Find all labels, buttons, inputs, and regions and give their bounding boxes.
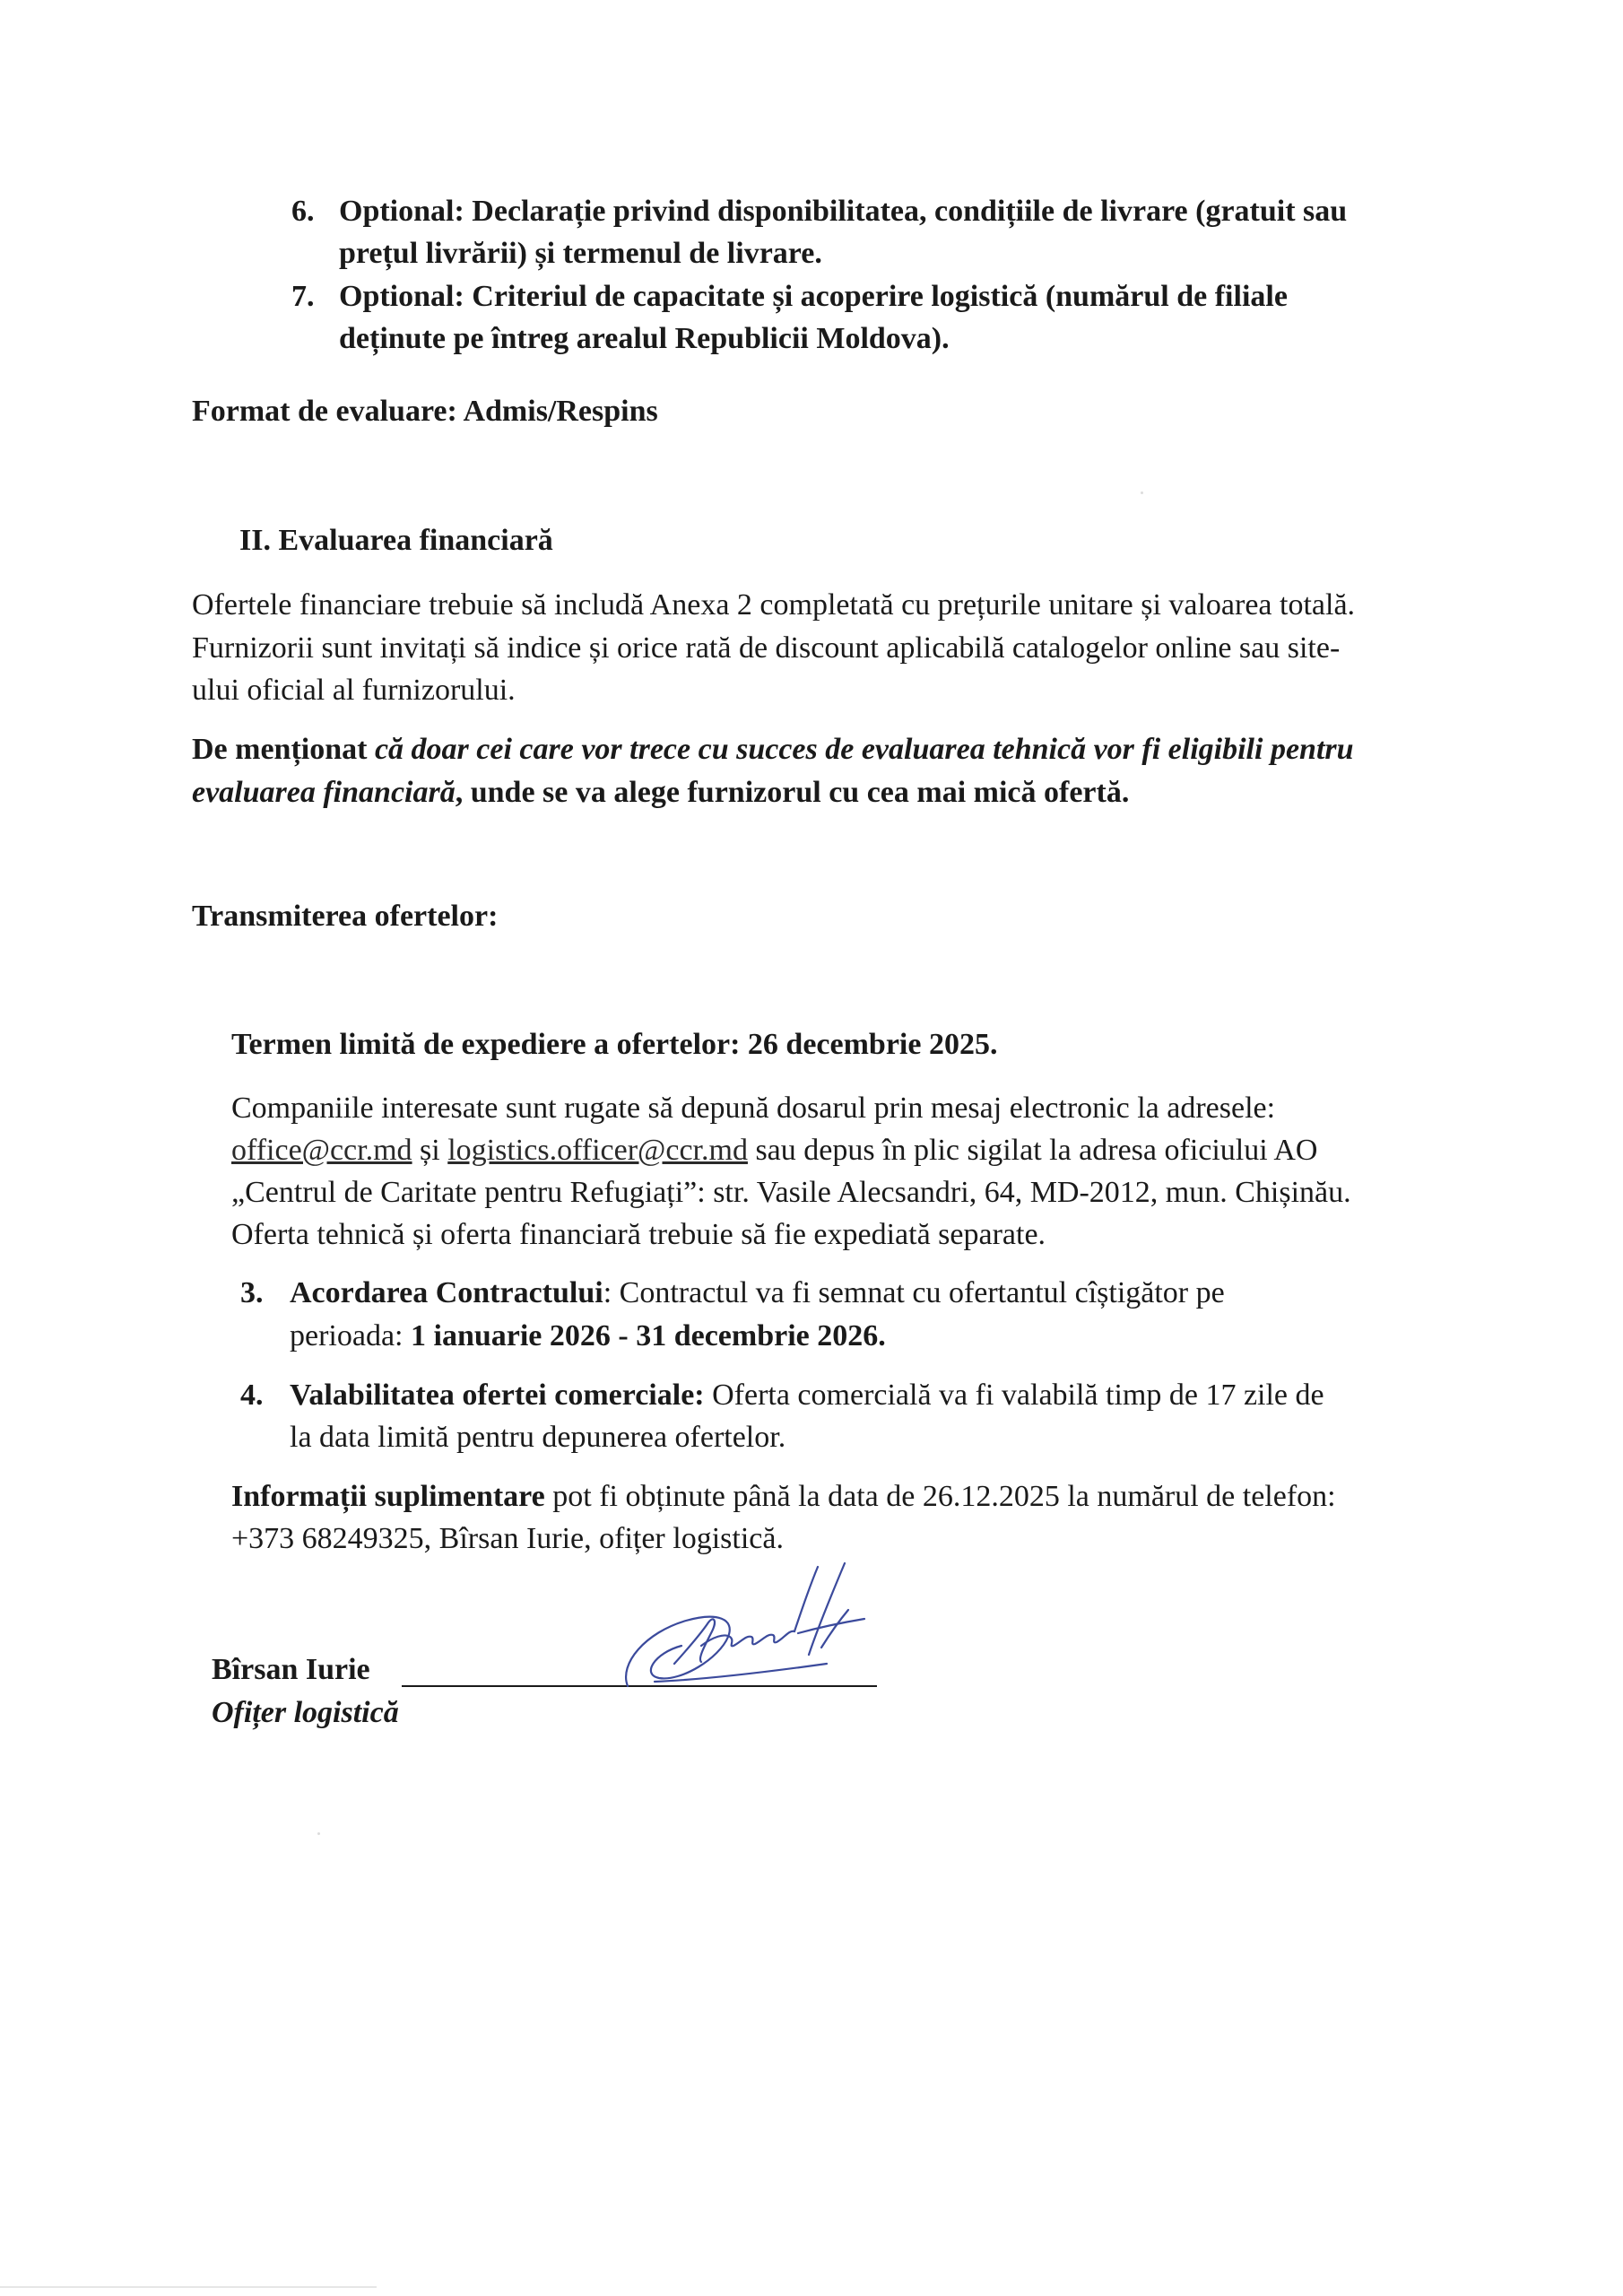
- item-bold: 1 ianuarie 2026 - 31 decembrie 2026.: [411, 1319, 886, 1352]
- paragraph-line: [231, 1129, 1317, 1172]
- item-text: Oferta comercială va fi valabilă timp de 17 zile de: [704, 1378, 1324, 1412]
- info-line: [231, 1475, 1336, 1518]
- item-bold: Acordarea Contractului: [290, 1276, 603, 1309]
- email-link-logistics[interactable]: logistics.officer@ccr.md: [447, 1134, 748, 1167]
- list-item-line: deținute pe întreg arealul Republicii Moldova).: [339, 322, 950, 355]
- paragraph-rest: sau depus în plic sigilat la adresa oficiului AO: [747, 1134, 1318, 1167]
- note-italic: că doar cei care vor trece cu succes de evaluarea tehnică vor fi eligibili pentru: [374, 733, 1354, 766]
- list-item-line: la data limită pentru depunerea ofertelor.: [290, 1421, 786, 1454]
- list-item-line: [290, 1272, 1225, 1315]
- info-bold: Informații suplimentare: [231, 1480, 545, 1513]
- item-bold: Valabilitatea ofertei comerciale:: [290, 1378, 705, 1412]
- item-text: perioada:: [290, 1319, 411, 1352]
- list-item-line: [290, 1315, 886, 1358]
- paragraph-line: „Centrul de Caritate pentru Refugiați”: str. Vasile Alecsandri, 64, MD-2012, mun. Chișinău.: [231, 1176, 1351, 1209]
- item-text: : Contractul va fi semnat cu ofertantul cîștigător pe: [603, 1276, 1225, 1309]
- paragraph-line: Ofertele financiare trebuie să includă Anexa 2 completată cu prețurile unitare și valoarea totală.: [192, 588, 1356, 622]
- info-line: +373 68249325, Bîrsan Iurie, ofițer logistică.: [231, 1522, 784, 1555]
- list-item-line: Optional: Criteriul de capacitate și acoperire logistică (numărul de filiale: [339, 280, 1288, 313]
- list-item-line: prețul livrării) și termenul de livrare.: [339, 237, 822, 270]
- note-line: [192, 771, 1129, 814]
- list-item-number: 6.: [291, 195, 315, 228]
- paragraph-line: Furnizorii sunt invitați să indice și orice rată de discount aplicabilă catalogelor online sau site-: [192, 631, 1341, 665]
- section-heading: II. Evaluarea financiară: [239, 524, 553, 557]
- note-line: [192, 728, 1354, 771]
- list-item-number: 3.: [240, 1276, 264, 1309]
- note-bold-start: De menționat: [192, 733, 375, 766]
- and-word: și: [412, 1134, 448, 1167]
- list-item-number: 4.: [240, 1378, 264, 1412]
- paragraph-line: Companiile interesate sunt rugate să depună dosarul prin mesaj electronic la adresele:: [231, 1091, 1276, 1125]
- note-italic: evaluarea financiară: [192, 776, 456, 809]
- deadline: Termen limită de expediere a ofertelor: 26 decembrie 2025.: [231, 1028, 998, 1061]
- note-bold-end: , unde se va alege furnizorul cu cea mai mică ofertă.: [455, 776, 1130, 809]
- scan-speck: [317, 1832, 320, 1835]
- list-item-line: [290, 1374, 1324, 1417]
- scan-speck: [1141, 491, 1143, 494]
- paragraph-line: Oferta tehnică și oferta financiară trebuie să fie expediată separate.: [231, 1218, 1046, 1251]
- handwritten-signature-icon: [619, 1547, 879, 1700]
- evaluation-format: Format de evaluare: Admis/Respins: [192, 395, 658, 428]
- paragraph-line: ului oficial al furnizorului.: [192, 674, 516, 707]
- info-text: pot fi obținute până la data de 26.12.2025 la numărul de telefon:: [544, 1480, 1336, 1513]
- list-item-line: Optional: Declarație privind disponibilitatea, condițiile de livrare (gratuit sau: [339, 195, 1348, 228]
- signatory-title: Ofițer logistică: [212, 1696, 399, 1729]
- section-heading: Transmiterea ofertelor:: [192, 900, 499, 933]
- list-item-number: 7.: [291, 280, 315, 313]
- email-link-office[interactable]: office@ccr.md: [231, 1134, 412, 1167]
- signatory-name: Bîrsan Iurie: [212, 1653, 370, 1686]
- scan-edge: [0, 2286, 377, 2288]
